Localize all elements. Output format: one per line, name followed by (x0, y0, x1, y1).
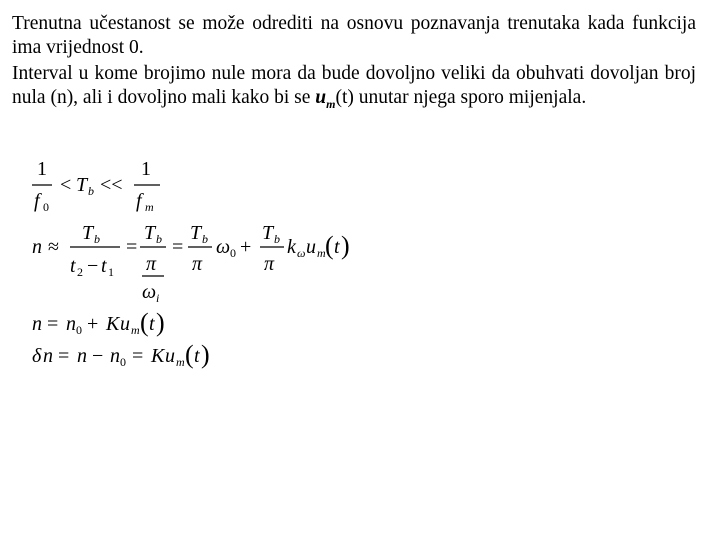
svg-text:(: ( (140, 308, 149, 337)
svg-text:2: 2 (77, 265, 83, 279)
svg-text:T: T (262, 222, 274, 244)
svg-text:+: + (240, 236, 252, 258)
svg-text:t: t (194, 345, 200, 367)
svg-text:π: π (264, 253, 275, 275)
svg-text:1: 1 (141, 158, 151, 180)
svg-text:): ) (201, 340, 210, 369)
svg-text:π: π (146, 253, 157, 275)
svg-text:m: m (145, 200, 154, 214)
svg-text:+: + (87, 313, 99, 335)
svg-text:): ) (341, 231, 350, 260)
equation-count-model (30, 308, 190, 338)
svg-text:=: = (58, 345, 70, 367)
svg-text:1: 1 (37, 158, 47, 180)
svg-text:(: ( (185, 340, 194, 369)
signal-um: $u_m$ (315, 86, 336, 111)
svg-text:T: T (76, 174, 88, 196)
svg-text:ω: ω (142, 281, 157, 303)
svg-text:b: b (202, 232, 208, 246)
svg-text:0: 0 (76, 323, 82, 337)
svg-text:=: = (132, 345, 144, 367)
svg-text:=: = (172, 236, 184, 258)
svg-text:ω: ω (297, 246, 306, 260)
svg-text:0: 0 (230, 246, 236, 260)
svg-text:K: K (106, 313, 120, 335)
svg-text:T: T (82, 222, 94, 244)
svg-text:f: f (136, 190, 142, 212)
svg-text:f: f (34, 190, 40, 212)
svg-text:0: 0 (43, 200, 49, 214)
svg-text:t: t (70, 255, 76, 277)
svg-text:<: < (60, 174, 72, 196)
svg-text:π: π (192, 253, 203, 275)
svg-text:b: b (274, 232, 280, 246)
svg-text:m: m (131, 323, 140, 337)
paragraph-zero-crossings: Trenutna učestanost se može odrediti na osnovu poznavanja trenutaka kada funkcija ima vrijednost 0. (12, 13, 696, 58)
svg-text:−: − (87, 255, 99, 277)
svg-text:b: b (94, 232, 100, 246)
svg-text:t: t (334, 236, 340, 258)
paragraph-interval-end: (t) unutar njega sporo mijenjala. (335, 86, 587, 108)
svg-text:m: m (317, 246, 326, 260)
svg-text:t: t (101, 255, 107, 277)
svg-text:n: n (66, 313, 76, 335)
paragraph-interval (12, 62, 696, 116)
svg-text:K: K (151, 345, 165, 367)
equation-zero-count (30, 220, 360, 305)
svg-text:(: ( (325, 231, 334, 260)
svg-text:): ) (156, 308, 165, 337)
equation-bandwidth-condition (30, 155, 170, 217)
svg-text:1: 1 (108, 265, 114, 279)
svg-text:k: k (287, 236, 296, 258)
svg-text:T: T (190, 222, 202, 244)
svg-text:<<: << (100, 174, 123, 196)
svg-text:n: n (110, 345, 120, 367)
svg-text:δ: δ (32, 345, 42, 367)
svg-text:n: n (43, 345, 53, 367)
svg-text:i: i (156, 291, 160, 305)
svg-text:n: n (32, 313, 42, 335)
svg-text:u: u (165, 345, 175, 367)
svg-text:b: b (88, 184, 94, 198)
svg-text:m: m (176, 355, 185, 369)
svg-text:u: u (120, 313, 130, 335)
svg-text:ω: ω (216, 236, 231, 258)
svg-text:n: n (32, 236, 42, 258)
equation-count-deviation (30, 340, 230, 370)
svg-text:=: = (126, 236, 138, 258)
svg-text:n: n (77, 345, 87, 367)
svg-text:u: u (306, 236, 316, 258)
svg-text:0: 0 (120, 355, 126, 369)
svg-text:=: = (47, 313, 59, 335)
svg-text:b: b (156, 232, 162, 246)
paragraph-interval-start: Interval u kome brojimo nule mora da bude dovoljno veliki da obuhvati dovoljan broj nula (n), ali i dovoljno mali kako bi se (12, 63, 696, 108)
svg-text:T: T (144, 222, 156, 244)
svg-text:t: t (149, 313, 155, 335)
svg-text:−: − (92, 345, 104, 367)
svg-text:≈: ≈ (48, 236, 59, 258)
